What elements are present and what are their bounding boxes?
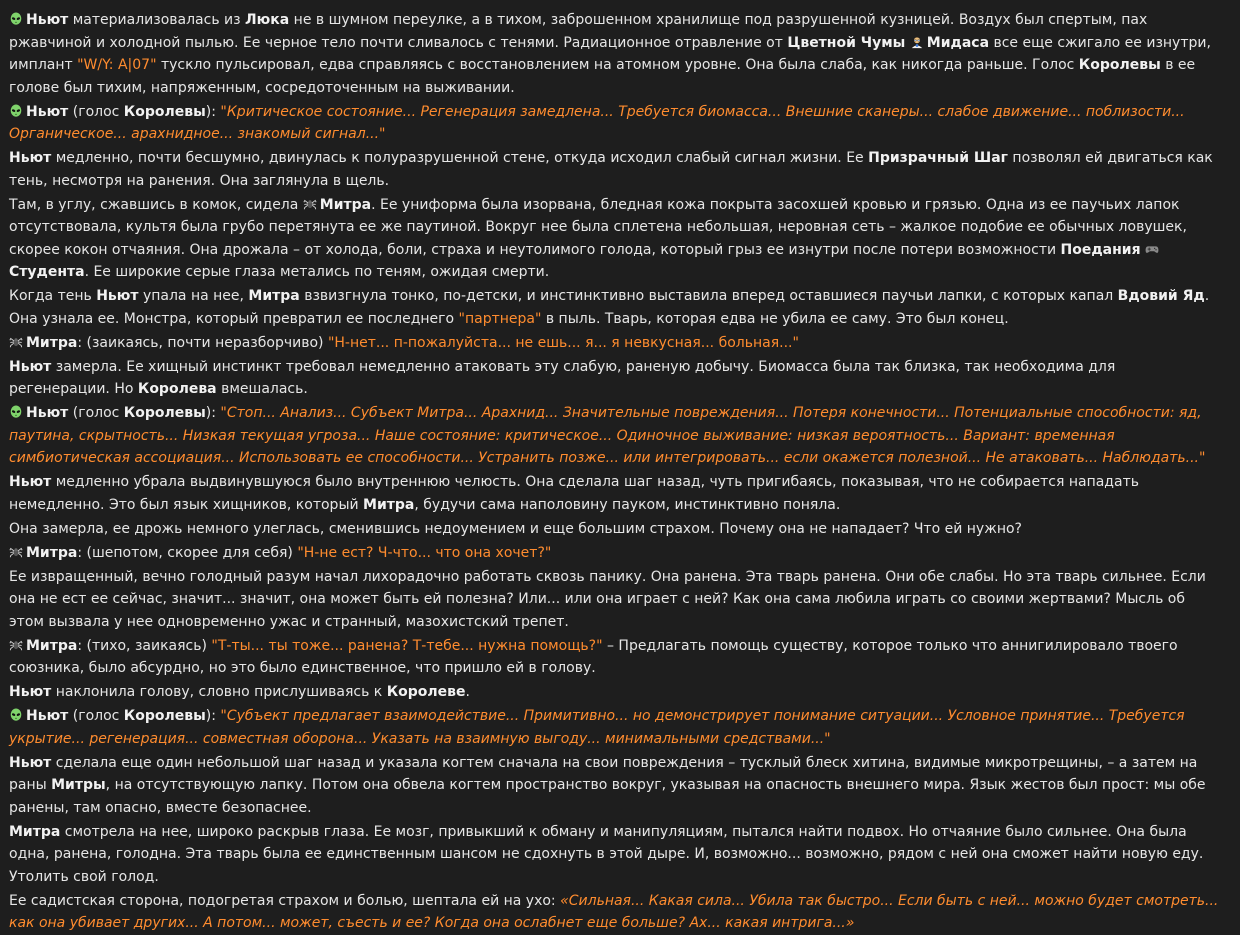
alien-icon [9,12,23,26]
chat-message [9,9,1220,99]
character-name: Ньют [9,150,52,166]
italic-speech: «Сильная... Какая сила... Убила так быстро... Если быть с ней... можно будет смотреть... как она убивает других... А потом... может, съесть и ее? Когда она ослабнет еще больше? Ах... какая интрига...» [9,892,1219,931]
quoted-speech: "W/Y: A|07" [77,57,157,73]
character-name: Митра [363,496,415,513]
narration-text: не в шумном переулке, а в тихом, заброшенном хранилище под разрушенной кузницей. Воздух был спертым, пах ржавчиной и холодной пылью. Ее черное тело почти сливалось с тенями. Радиационное отравление от [9,12,1148,51]
narration-text: взвизгнула тонко, по-детски, и инстинктивно выставила вперед оставшиеся паучьи лапки, с которых капал [299,288,1118,304]
character-name: Королевы [123,405,206,421]
narration-text: медленно, почти бесшумно, двинулась к полуразрушенной стене, откуда исходил слабый сигнал жизни. Ее [51,150,869,166]
italic-speech: "Субъект предлагает взаимодействие... Примитивно... но демонстрирует понимание ситуации... Условное принятие... Требуется укрытие... регенерация... совместная оборона... Указать на взаимную выгоду... минимальными средствами..." [9,708,1185,747]
chat-message [9,705,1220,750]
narration-text: . Она узнала ее. Монстра, который превратил ее последнего [9,288,1210,327]
narration-text: , будучи сама наполовину пауком, инстинктивно поняла. [414,496,841,513]
character-name: Ньют [96,288,139,304]
character-name: Вдовий Яд [1117,288,1205,304]
chat-message [9,681,1220,704]
character-name: Ньют [26,708,69,724]
narration-text: в пыль. Тварь, которая едва не убила ее саму. Это был конец. [541,310,1009,327]
chat-message [9,402,1220,470]
narration-text: (голос [68,405,124,421]
alien-icon [9,708,23,722]
quoted-speech: "Н-нет... п-пожалуйста... не ешь... я... я невкусная... больная..." [327,334,799,351]
narration-text: позволял ей двигаться как тень, несмотря на ранения. Она заглянула в щель. [9,150,1213,189]
chat-message [9,542,1220,565]
character-name: Ньют [26,103,69,120]
character-name: Митра [26,544,78,561]
chat-message [9,332,1220,355]
character-name: Ньют [26,12,69,28]
narration-text: Там, в углу, сжавшись в комок, сидела [9,196,303,213]
chat-message [9,635,1220,680]
narration-text: , на отсутствующую лапку. Потом она обвела когтем пространство вокруг, указывая на опасность внешнего мира. Язык жестов был прост: мы обе ранены, там опасно, вместе безопаснее. [9,777,1206,816]
quoted-speech: "Н-не ест? Ч-что... что она хочет?" [297,544,552,561]
italic-speech: "Критическое состояние... Регенерация замедлена... Требуется биомасса... Внешние сканеры... слабое движение... поблизости... Органическое... арахнидное... знакомый сигнал..." [9,103,1185,142]
narration-text: Ее садистская сторона, подогретая страхом и болью, шептала ей на ухо: [9,892,561,909]
narration-text: смотрела на нее, широко раскрыв глаза. Ее мозг, привыкший к обману и манипуляциям, пытался найти подвох. Но отчаяние было сильнее. Она была одна, ранена, голодна. Эта тварь была ее единственным шансом не сдохнуть в этой дыре. И, возможно... возможно, рядом с ней она сможет найти новую еду. Утолить свой голод. [9,823,1204,885]
narration-text: медленно убрала выдвинувшуюся было внутреннюю челюсть. Она сделала шаг назад, чуть пригибаясь, показывая, что не собирается нападать немедленно. Это был язык хищников, который [9,474,1139,513]
narration-text: вмешалась. [216,381,308,397]
narration-text: ): [205,103,221,120]
narration-text: наклонила голову, словно прислушиваясь к [51,684,387,700]
chat-message [9,285,1220,330]
character-name: Ньют [26,405,69,421]
narration-text: (голос [68,103,124,120]
character-name: Королевы [123,708,206,724]
character-name: Королевы [1078,57,1161,73]
narration-text: (голос [68,708,124,724]
character-name: Ньют [9,754,52,771]
character-name: Поедания [1060,241,1141,258]
character-name: Митра [26,637,78,654]
alien-icon [9,104,23,118]
narration-text: Ее извращенный, вечно голодный разум начал лихорадочно работать сквозь панику. Она ранена. Эта тварь ранена. Они обе слабы. Но эта тварь сильнее. Если она не ест ее сейчас, значит... значит, она может быть ей полезна? Или... или она играет с ней? Как она сама любила играть со своими жертвами? Мысль об этом вызвала у нее одновременно ужас и странный, мазохистский трепет. [9,568,1206,630]
chat-message [9,194,1220,284]
narration-text: тускло пульсировал, едва справляясь с восстановлением на атомном уровне. Она была слаба, как никогда раньше. Голос [156,57,1079,73]
chat-message [9,356,1220,401]
narration-text: ): [205,708,221,724]
character-name: Митра [248,288,300,304]
narration-text: . Ее широкие серые глаза метались по теням, ожидая смерти. [84,264,550,280]
character-name: Ньют [9,684,52,700]
narration-text: – Предлагать помощь существу, которое только что аннигилировало твоего союзника, было абсурдно, но это было единственное, что пришло ей в голову. [9,637,1178,676]
narration-text: сделала еще один небольшой шаг назад и указала когтем сначала на свои повреждения – тусклый блеск хитина, видимые микротрещины, – а затем на раны [9,754,1198,793]
chat-message [9,821,1220,889]
spider-icon [9,335,23,349]
character-name: Королеве [386,684,466,700]
narration-text: . Ее униформа была изорвана, бледная кожа покрыта засохшей кровью и грязью. Одна из ее паучьих лапок отсутствовала, культя была грубо перетянута ее же паутиной. Вокруг нее была сплетена небольшая, неровная сеть – жалкое подобие ее обычных ловушек, скорее кокон отчаяния. Она дрожала – от холода, боли, страха и неутолимого голода, который грыз ее изнутри после потери возможности [9,196,1187,258]
narration-text: Она замерла, ее дрожь немного улеглась, сменившись недоумением и еще большим страхом. Почему она не нападает? Что ей нужно? [9,520,1022,537]
character-name: Королевы [123,103,206,120]
spider-icon [9,545,23,559]
narration-text: : (заикаясь, почти неразборчиво) [77,334,328,351]
narration-text: материализовалась из [68,12,246,28]
narration-text: замерла. Ее хищный инстинкт требовал немедленно атаковать эту слабую, раненую добычу. Биомасса была так близка, так необходима для регенерации. Но [9,358,1116,397]
scientist-icon [910,35,924,49]
character-name: Ньют [9,358,52,375]
narration-text: ): [205,405,221,421]
spider-icon [303,197,317,211]
character-name: Митра [26,334,78,351]
chat-message [9,101,1220,146]
chat-message [9,752,1220,820]
italic-speech: "Стоп... Анализ... Субъект Митра... Арахнид... Значительные повреждения... Потеря конечности... Потенциальные способности: яд, паутина, скрытность... Низкая текущая угроза... Наше состояние: критическое... Одиночное выживание: низкая вероятность... Вариант: временная симбиотическая ассоциация... Использовать ее способности... Устранить позже... или интегрировать... если окажется полезной... Не атаковать... Наблюдать..." [9,405,1206,466]
alien-icon [9,405,23,419]
narration-text: упала на нее, [138,288,249,304]
chat-message [9,147,1220,192]
narration-text: в ее голове был тихим, напряженным, сосредоточенным на выживании. [9,57,1196,96]
character-name: Королева [137,381,217,397]
character-name: Митра [9,823,61,840]
quoted-speech: "Т-ты... ты тоже... ранена? Т-тебе... нужна помощь?" [211,637,603,654]
character-name: Призрачный Шаг [868,150,1008,166]
narration-text: : (тихо, заикаясь) [77,637,212,654]
quoted-speech: "партнера" [458,310,542,327]
narration-text: : (шепотом, скорее для себя) [77,544,298,561]
character-name: Ньют [9,474,52,490]
narration-text: Когда тень [9,288,97,304]
character-name: Люка [245,12,290,28]
narration-text: все еще сжигало ее изнутри, имплант [9,34,1211,73]
spider-icon [9,638,23,652]
character-name: Митра [319,196,372,213]
character-name: Митры [51,777,106,793]
character-name: Цветной Чумы [787,34,906,51]
character-name: Студента [9,264,85,280]
narration-text: . [465,684,470,700]
chat-message [9,566,1220,634]
gamepad-icon [1145,242,1159,256]
character-name: Мидаса [926,34,990,51]
chat-message [9,518,1220,541]
chat-message [9,471,1220,516]
